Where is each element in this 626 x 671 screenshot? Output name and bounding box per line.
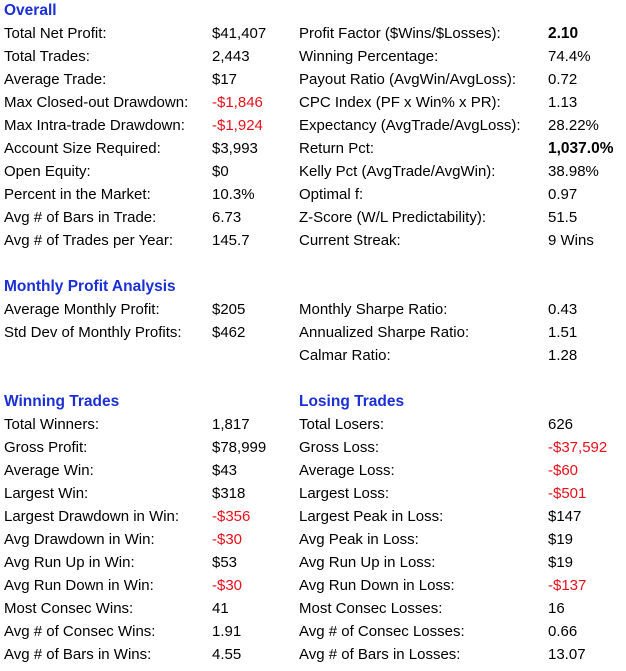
winning-value: 1,817 [212,416,250,433]
winning-value: $78,999 [212,439,267,456]
losing-label: Avg # of Consec Losses: [299,623,465,640]
overall-heading: Overall [4,2,57,19]
winning-value: $53 [212,554,238,571]
winning-value: 4.55 [212,646,242,663]
overall-left-value: -$1,846 [212,94,263,111]
winning-label: Average Win: [4,462,94,479]
losing-label: Average Loss: [299,462,395,479]
overall-right-label: Return Pct: [299,140,375,157]
losing-label: Gross Loss: [299,439,380,456]
overall-right-label: Z-Score (W/L Predictability): [299,209,486,226]
overall-right-label: CPC Index (PF x Win% x PR): [299,94,501,111]
losing-value: 626 [548,416,574,433]
losing-value: $147 [548,508,582,525]
overall-right-value: 1.13 [548,94,578,111]
winning-value: -$30 [212,531,243,548]
overall-right-value: 1,037.0% [548,140,614,157]
winning-value: 41 [212,600,229,617]
winning-value: $318 [212,485,246,502]
overall-left-label: Total Net Profit: [4,25,107,42]
overall-right-label: Current Streak: [299,232,401,249]
overall-right-label: Optimal f: [299,186,364,203]
overall-left-label: Average Trade: [4,71,107,88]
monthly-left-value: $462 [212,324,246,341]
overall-left-label: Account Size Required: [4,140,161,157]
winning-value: $43 [212,462,238,479]
losing-label: Avg Run Down in Loss: [299,577,455,594]
winning-label: Avg Run Up in Win: [4,554,135,571]
losing-label: Avg Peak in Loss: [299,531,419,548]
overall-left-label: Total Trades: [4,48,90,65]
losing-label: Largest Peak in Loss: [299,508,444,525]
losing-value: $19 [548,554,574,571]
monthly-right-value: 0.43 [548,301,578,318]
overall-left-value: $41,407 [212,25,267,42]
losing-value: -$137 [548,577,587,594]
losing-value: 0.66 [548,623,578,640]
losing-value: -$60 [548,462,579,479]
winning-label: Largest Win: [4,485,89,502]
winning-value: -$30 [212,577,243,594]
overall-right-label: Winning Percentage: [299,48,439,65]
overall-right-value: 0.97 [548,186,578,203]
overall-right-value: 28.22% [548,117,599,134]
overall-right-value: 9 Wins [548,232,594,249]
winning-label: Avg Run Down in Win: [4,577,154,594]
losing-value: -$501 [548,485,587,502]
monthly-left-label: Average Monthly Profit: [4,301,160,318]
winning-label: Avg Drawdown in Win: [4,531,155,548]
overall-left-label: Avg # of Trades per Year: [4,232,174,249]
overall-right-value: 0.72 [548,71,578,88]
losing-label: Avg Run Up in Loss: [299,554,436,571]
losing-label: Largest Loss: [299,485,390,502]
monthly-left-label: Std Dev of Monthly Profits: [4,324,182,341]
overall-left-label: Max Closed-out Drawdown: [4,94,189,111]
overall-right-label: Expectancy (AvgTrade/AvgLoss): [299,117,521,134]
winning-label: Largest Drawdown in Win: [4,508,180,525]
overall-right-label: Profit Factor ($Wins/$Losses): [299,25,501,42]
overall-left-value: 2,443 [212,48,250,65]
overall-left-label: Max Intra-trade Drawdown: [4,117,185,134]
monthly-right-label: Annualized Sharpe Ratio: [299,324,470,341]
overall-left-value: $0 [212,163,229,180]
winning-label: Avg # of Consec Wins: [4,623,156,640]
winning-value: 1.91 [212,623,242,640]
overall-right-label: Kelly Pct (AvgTrade/AvgWin): [299,163,496,180]
monthly-heading: Monthly Profit Analysis [4,278,176,295]
losing-value: $19 [548,531,574,548]
monthly-right-label: Calmar Ratio: [299,347,391,364]
losing-label: Avg # of Bars in Losses: [299,646,461,663]
overall-left-value: 145.7 [212,232,250,249]
winning-label: Total Winners: [4,416,100,433]
overall-left-value: 10.3% [212,186,255,203]
winning-label: Most Consec Wins: [4,600,134,617]
winning-label: Gross Profit: [4,439,88,456]
winning-heading: Winning Trades [4,393,120,410]
overall-left-label: Avg # of Bars in Trade: [4,209,157,226]
losing-heading: Losing Trades [299,393,405,410]
overall-left-label: Open Equity: [4,163,91,180]
monthly-right-value: 1.28 [548,347,578,364]
overall-right-value: 38.98% [548,163,599,180]
losing-label: Total Losers: [299,416,385,433]
winning-value: -$356 [212,508,251,525]
overall-right-value: 51.5 [548,209,578,226]
overall-left-value: 6.73 [212,209,242,226]
losing-label: Most Consec Losses: [299,600,443,617]
overall-left-value: $3,993 [212,140,258,157]
losing-value: -$37,592 [548,439,608,456]
monthly-right-label: Monthly Sharpe Ratio: [299,301,448,318]
overall-left-value: $17 [212,71,238,88]
monthly-left-value: $205 [212,301,246,318]
overall-left-value: -$1,924 [212,117,263,134]
losing-value: 13.07 [548,646,586,663]
monthly-right-value: 1.51 [548,324,578,341]
overall-right-label: Payout Ratio (AvgWin/AvgLoss): [299,71,517,88]
overall-left-label: Percent in the Market: [4,186,151,203]
winning-label: Avg # of Bars in Wins: [4,646,152,663]
overall-right-value: 74.4% [548,48,591,65]
overall-right-value: 2.10 [548,25,579,42]
losing-value: 16 [548,600,565,617]
